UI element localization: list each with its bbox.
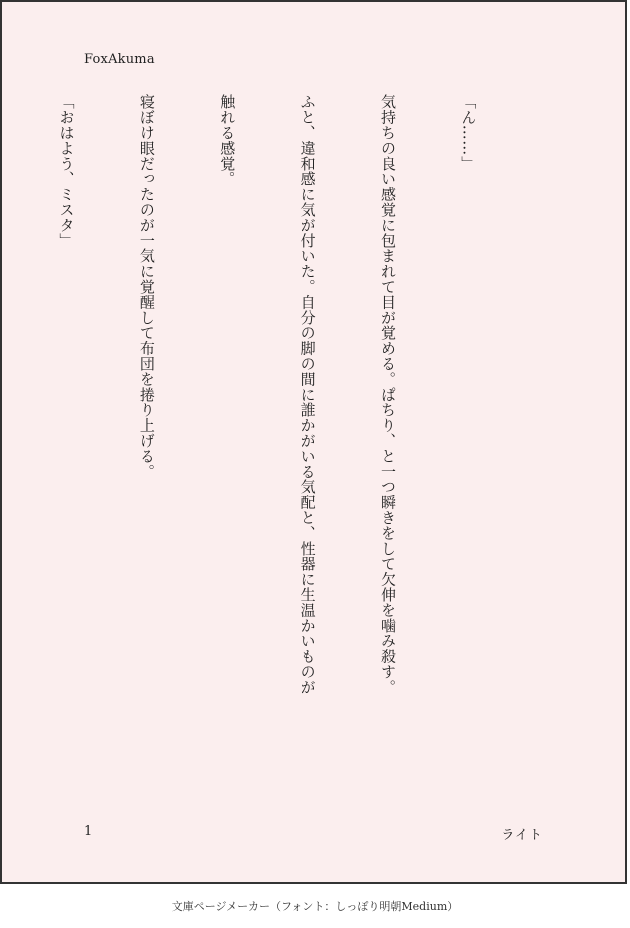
- page-number: 1: [84, 824, 93, 839]
- text-line: 触れる感覚。: [218, 94, 237, 187]
- text-line: 「ん……」: [459, 94, 478, 171]
- text-line: 気持ちの良い感覚に包まれて目が覚める。ぱちり、と一つ瞬きをして欠伸を噛み殺す。: [379, 94, 398, 695]
- text-line: ふと、違和感に気が付いた。自分の脚の間に誰かがいる気配と、性器に生温かいものが: [298, 94, 317, 695]
- text-line: 「おはよう、ミスタ」: [57, 94, 76, 248]
- text-line: 寝ぼけ眼だったのが一気に覚醒して布団を捲り上げる。: [137, 94, 156, 479]
- generator-credit: 文庫ページメーカー（フォント：しっぽり明朝Medium）: [171, 900, 459, 913]
- author-name: FoxAkuma: [84, 52, 155, 67]
- story-title: ライト: [501, 828, 543, 843]
- vertical-text-body: [57, 94, 535, 784]
